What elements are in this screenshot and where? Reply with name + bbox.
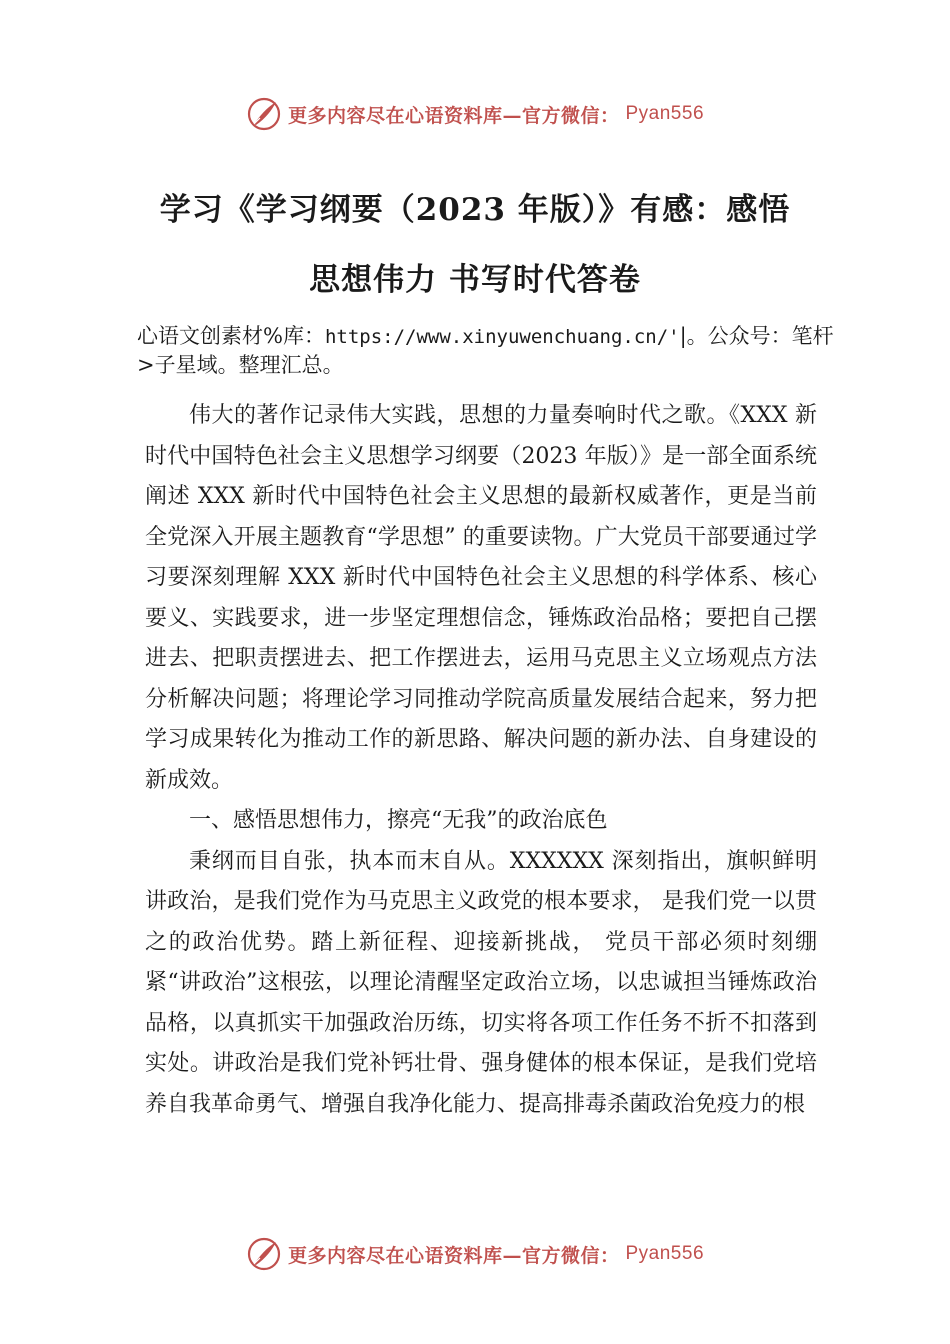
source-prefix: 心语文创素材%库： xyxy=(137,324,325,348)
section-heading: 一、感悟思想伟力，擦亮“无我”的政治底色 xyxy=(189,808,608,833)
quill-logo-icon xyxy=(246,1236,282,1272)
watermark-text: 更多内容尽在心语资料库—官方微信： xyxy=(287,1244,620,1267)
watermark-text: 更多内容尽在心语资料库—官方微信： xyxy=(287,104,620,127)
source-note xyxy=(137,322,847,379)
quill-logo-icon xyxy=(246,96,282,132)
source-url: https://www.xinyuwenchuang.cn/' xyxy=(324,326,680,348)
watermark-wechat-id: Pyan556 xyxy=(625,1243,705,1264)
paragraph: 伟大的著作记录伟大实践，思想的力量奏响时代之歌。《XXX 新时代中国特色社会主义思想学习纲要（2023 年版）》是一部全面系统阐述 XXX 新时代中国特色社会主义思想的最新权威著作，更是当前全党深入开展主题教育“学思想” 的重要读物。广大党员干部要通过学习要深刻理解 XXX 新时代中国特色社会主义思想的科学体系、核心要义、实践要求，进一步坚定理想信念，锤炼政治品格；要把自己摆进去、把职责摆进去、把工作摆进去，运用马克思主义立场观点方法分析解决问题；将理论学习同推动学院高质量发展结合起来，努力把学习成果转化为推动工作的新思路、解决问题的新办法、自身建设的新成效。 xyxy=(145,403,817,793)
source-suffix: |。公众号：笔杆>子星域。整理汇总。 xyxy=(137,324,834,377)
document-title-line-2: 思想伟力 书写时代答卷 xyxy=(309,262,641,298)
footer-watermark xyxy=(0,1236,950,1272)
document-body xyxy=(145,396,817,1125)
document-title-line-1: 学习《学习纲要（2023 年版）》有感：感悟 xyxy=(159,192,791,228)
header-watermark xyxy=(0,96,950,132)
watermark-wechat-id: Pyan556 xyxy=(625,103,705,124)
paragraph: 秉纲而目自张，执本而末自从。XXXXXX 深刻指出，旗帜鲜明讲政治，是我们党作为马克思主义政党的根本要求， 是我们党一以贯之的政治优势。踏上新征程、迎接新挑战， 党员干部必须时刻绷紧“讲政治”这根弦，以理论清醒坚定政治立场，以忠诚担当锤炼政治品格，以真抓实干加强政治历练，切实将各项工作任务不折不扣落到实处。讲政治是我们党补钙壮骨、强身健体的根本保证，是我们党培养自我革命勇气、增强自我净化能力、提高排毒杀菌政治免疫力的根 xyxy=(145,848,817,1117)
